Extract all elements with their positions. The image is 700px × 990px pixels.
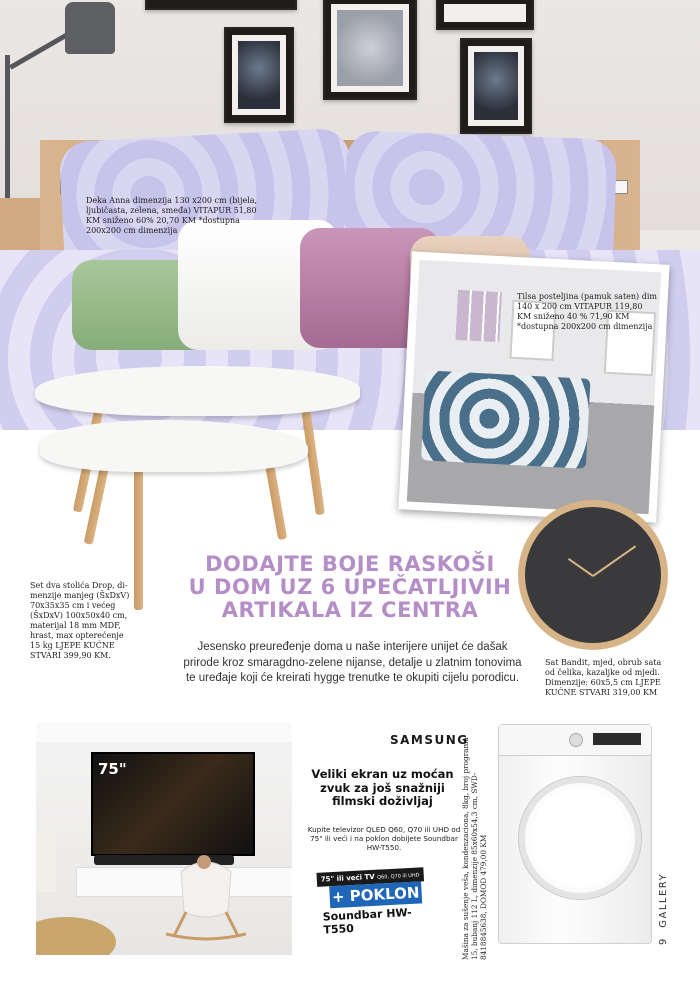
rug — [36, 917, 116, 955]
intro-paragraph: Jesensko preuređenje doma u naše interijere unijet će dašak prirode kroz smaragdno-zelene nijanse, detalje u zlatnim tonovima te uređaje koji će kreirati hygge trenutke te okupiti cijelu porodicu. — [183, 641, 522, 684]
tumble-dryer — [498, 724, 652, 944]
samsung-logo: SAMSUNG — [390, 733, 469, 747]
promo-gift-label: + POKLON — [329, 881, 422, 908]
promo-product-label: Soundbar HW-T550 — [322, 905, 412, 937]
bedding-caption: Tilsa posteljina (pamuk saten) dim 140 x 200 cm VITAPUR 119,80 KM sniženo 40 % 71,90 KM *dostupna 200x200 cm dimenzija — [517, 292, 657, 331]
small-table-top — [40, 420, 308, 472]
living-room-photo — [36, 722, 292, 955]
page-number: 9 — [658, 937, 669, 945]
lamp-shade — [65, 2, 115, 54]
picture-frame — [436, 0, 534, 30]
dryer-caption: Mašina za sušenje veša, kondenzaciona, 8kg, broj programa 15, bubanj 112 L, dimenzije 85x60x54,3 cm, SWD-8418845638, DOMOD 479,00 KM — [461, 737, 488, 960]
tv-size-label: 75" — [98, 760, 127, 778]
ad-headline: Veliki ekran uz moćan zvuk za još snažniji filmski doživljaj — [311, 767, 454, 808]
ad-body-text: Kupite televizor QLED Q60, Q70 ili UHD od 75" ili veći i na poklon dobijete Soundbar HW-T550. — [307, 825, 461, 852]
wall-gallery — [455, 290, 502, 342]
side-table — [36, 832, 56, 892]
headline-line: DODAJTE BOJE RASKOŠI — [205, 552, 495, 576]
picture-frame — [460, 38, 532, 134]
picture-frame — [145, 0, 297, 10]
large-table-top — [35, 366, 360, 416]
ceiling — [36, 722, 292, 742]
headline-line: ARTIKALA IZ CENTRA — [221, 598, 479, 622]
picture-frame — [224, 27, 294, 123]
promo-top-label: 75" ili veći TV Q60, Q70 ili UHD — [316, 867, 423, 887]
headline-line: U DOM UZ 6 UPEČATLJIVIH — [188, 575, 512, 599]
display — [593, 733, 641, 745]
bed-with-bedding — [421, 370, 590, 469]
wall-clock — [518, 500, 668, 650]
section-name: GALLERY — [658, 872, 669, 928]
page-footer — [658, 873, 669, 945]
program-knob — [569, 733, 583, 747]
lamp-stand — [5, 55, 10, 205]
promo-badge — [316, 867, 427, 935]
picture-frame — [323, 0, 417, 100]
clock-caption: Sat Bandit, mjed, obrub sata od čelika, kazaljke od mjedi. Dimenzije: 60x5,5 cm LJEPE KUĆNE STVARI 319,00 KM — [545, 658, 662, 697]
nightstand — [0, 198, 42, 258]
tables-caption: Set dva stolića Drop, di- menzije manjeg (ŠxDxV) 70x35x35 cm i većeg (ŠxDxV) 100x50x40 cm, materijal 18 mm MDF, hrast, max opterećenje 15 kg LJEPE KUĆNE STVARI 399,90 KM. — [30, 581, 130, 660]
page-headline — [170, 553, 530, 622]
rocking-chair — [166, 852, 246, 942]
blanket-caption: Deka Anna dimenzija 130 x200 cm (bijela, ljubičasta, zelena, smeđa) VITAPUR 51,80 KM sniženo 60% 20,70 KM *dostupna 200x200 cm dimenzija — [86, 196, 258, 235]
dryer-door — [519, 777, 641, 899]
